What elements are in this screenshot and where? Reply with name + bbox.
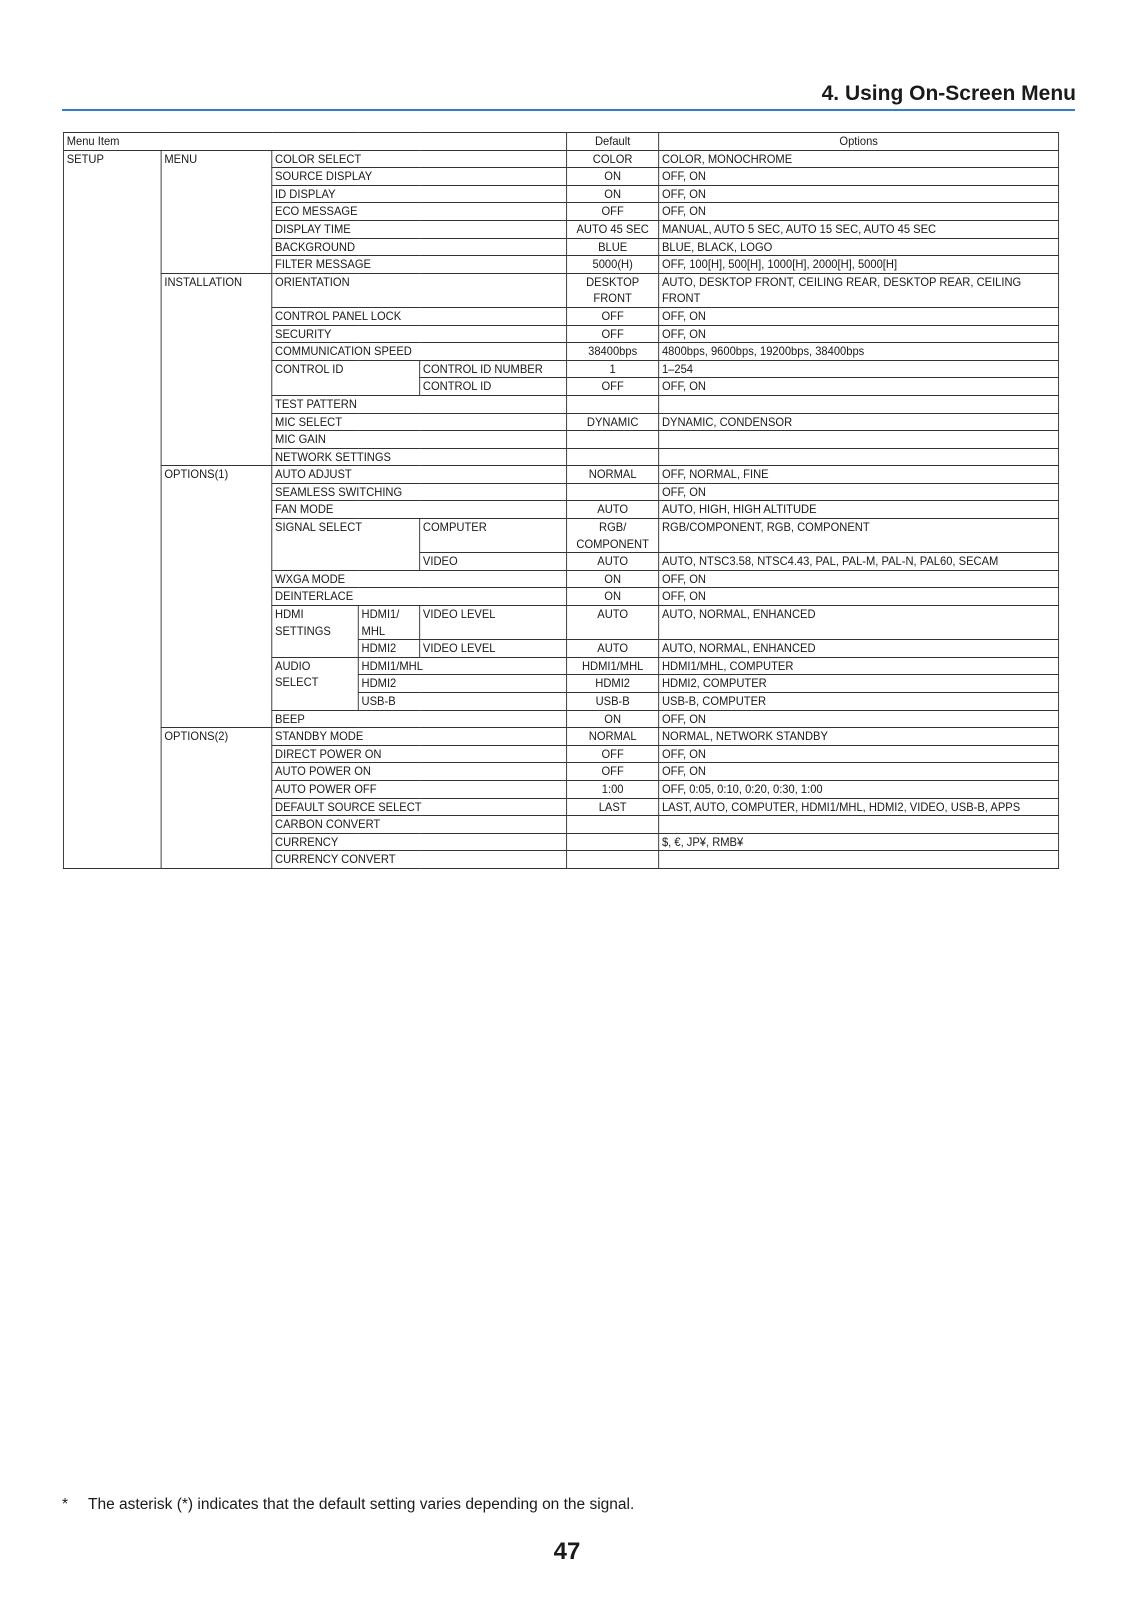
options-value: OFF, ON xyxy=(659,203,1059,221)
menu-table-body xyxy=(63,133,1058,869)
options-value: 1–254 xyxy=(659,360,1059,378)
default-value: ON xyxy=(567,710,659,728)
table-row xyxy=(63,466,1058,484)
options-value: OFF, ON xyxy=(659,763,1059,781)
default-value xyxy=(567,851,659,869)
header-options: Options xyxy=(659,133,1059,151)
menu-item-name: AUTO ADJUST xyxy=(272,466,567,484)
menu-item-name: ID DISPLAY xyxy=(272,185,567,203)
default-value: AUTO xyxy=(567,640,659,658)
menu-item-name: ECO MESSAGE xyxy=(272,203,567,221)
menu-subitem: HDMI1/ MHL xyxy=(358,606,419,640)
menu-item-name: DIRECT POWER ON xyxy=(272,745,567,763)
menu-item-name: COLOR SELECT xyxy=(272,150,567,168)
default-value: OFF xyxy=(567,203,659,221)
default-value: 5000(H) xyxy=(567,256,659,274)
options-value: RGB/COMPONENT, RGB, COMPONENT xyxy=(659,519,1059,553)
default-value: LAST xyxy=(567,798,659,816)
default-value: OFF xyxy=(567,763,659,781)
menu-item-name: SECURITY xyxy=(272,325,567,343)
default-value: COLOR xyxy=(567,150,659,168)
menu-item-name: CARBON CONVERT xyxy=(272,816,567,834)
table-row xyxy=(63,150,1058,168)
options-value xyxy=(659,816,1059,834)
default-value: 1 xyxy=(567,360,659,378)
menu-subitem-detail: VIDEO LEVEL xyxy=(420,640,567,658)
default-value xyxy=(567,483,659,501)
menu-item-name: BEEP xyxy=(272,710,567,728)
menu-item-name: DISPLAY TIME xyxy=(272,220,567,238)
options-value: OFF, ON xyxy=(659,325,1059,343)
menu-table xyxy=(63,132,1059,869)
options-value: HDMI1/MHL, COMPUTER xyxy=(659,657,1059,675)
default-value: AUTO 45 SEC xyxy=(567,220,659,238)
default-value: ON xyxy=(567,570,659,588)
default-value: HDMI1/MHL xyxy=(567,657,659,675)
menu-item-name: HDMI SETTINGS xyxy=(272,606,358,658)
options-value xyxy=(659,431,1059,449)
table-header-row xyxy=(63,133,1058,151)
menu-item-name: MIC SELECT xyxy=(272,413,567,431)
table-row xyxy=(63,728,1058,746)
default-value: HDMI2 xyxy=(567,675,659,693)
options-value: AUTO, NORMAL, ENHANCED xyxy=(659,640,1059,658)
options-value: OFF, 0:05, 0:10, 0:20, 0:30, 1:00 xyxy=(659,780,1059,798)
menu-item-name: AUDIO SELECT xyxy=(272,657,358,710)
menu-item-name: STANDBY MODE xyxy=(272,728,567,746)
table-row xyxy=(63,273,1058,307)
options-value: AUTO, DESKTOP FRONT, CEILING REAR, DESKTOP REAR, CEILING FRONT xyxy=(659,273,1059,307)
page-number: 47 xyxy=(553,1538,581,1565)
menu-subitem-detail: VIDEO xyxy=(420,553,567,571)
menu-item-name: CONTROL ID xyxy=(272,360,420,395)
menu-item-name: FAN MODE xyxy=(272,501,567,519)
options-value: OFF, ON xyxy=(659,588,1059,606)
header-menu-item: Menu Item xyxy=(63,133,566,151)
menu-item-name: TEST PATTERN xyxy=(272,395,567,413)
default-value xyxy=(567,395,659,413)
menu-item-name: DEINTERLACE xyxy=(272,588,567,606)
options-value: AUTO, HIGH, HIGH ALTITUDE xyxy=(659,501,1059,519)
default-value: ON xyxy=(567,185,659,203)
options-value: COLOR, MONOCHROME xyxy=(659,150,1059,168)
default-value: 1:00 xyxy=(567,780,659,798)
default-value: OFF xyxy=(567,325,659,343)
options-value: OFF, ON xyxy=(659,745,1059,763)
default-value xyxy=(567,431,659,449)
default-value: ON xyxy=(567,168,659,186)
default-value: AUTO xyxy=(567,553,659,571)
menu-subitem-detail: CONTROL ID NUMBER xyxy=(420,360,567,378)
options-value: OFF, ON xyxy=(659,378,1059,396)
default-value xyxy=(567,816,659,834)
menu-item-name: BACKGROUND xyxy=(272,238,567,256)
menu-item-name: SOURCE DISPLAY xyxy=(272,168,567,186)
menu-item-name: ORIENTATION xyxy=(272,273,567,307)
default-value: USB-B xyxy=(567,693,659,711)
header-rule xyxy=(62,109,1075,111)
menu-level-1: SETUP xyxy=(63,150,161,868)
default-value: BLUE xyxy=(567,238,659,256)
menu-subitem-detail: COMPUTER xyxy=(420,519,567,553)
menu-level-2: INSTALLATION xyxy=(161,273,272,466)
menu-item-name: AUTO POWER ON xyxy=(272,763,567,781)
menu-level-2: OPTIONS(2) xyxy=(161,728,272,869)
default-value: RGB/ COMPONENT xyxy=(567,519,659,553)
default-value: 38400bps xyxy=(567,343,659,361)
default-value: ON xyxy=(567,588,659,606)
options-value: USB-B, COMPUTER xyxy=(659,693,1059,711)
menu-subitem-detail: CONTROL ID xyxy=(420,378,567,396)
menu-subitem: HDMI1/MHL xyxy=(358,657,566,675)
options-value: OFF, ON xyxy=(659,570,1059,588)
options-value: $, €, JP¥, RMB¥ xyxy=(659,833,1059,851)
options-value: NORMAL, NETWORK STANDBY xyxy=(659,728,1059,746)
options-value: HDMI2, COMPUTER xyxy=(659,675,1059,693)
footnote-text: The asterisk (*) indicates that the default setting varies depending on the signal. xyxy=(88,1496,635,1513)
menu-item-name: WXGA MODE xyxy=(272,570,567,588)
options-value: LAST, AUTO, COMPUTER, HDMI1/MHL, HDMI2, VIDEO, USB-B, APPS xyxy=(659,798,1059,816)
footnote-marker: * xyxy=(62,1496,69,1513)
options-value: AUTO, NTSC3.58, NTSC4.43, PAL, PAL-M, PAL-N, PAL60, SECAM xyxy=(659,553,1059,571)
default-value: OFF xyxy=(567,378,659,396)
options-value: OFF, 100[H], 500[H], 1000[H], 2000[H], 5000[H] xyxy=(659,256,1059,274)
page-title: 4. Using On-Screen Menu xyxy=(821,82,1076,105)
options-value: OFF, ON xyxy=(659,710,1059,728)
options-value: DYNAMIC, CONDENSOR xyxy=(659,413,1059,431)
options-value xyxy=(659,851,1059,869)
menu-item-name: CURRENCY xyxy=(272,833,567,851)
menu-level-2: MENU xyxy=(161,150,272,273)
default-value: OFF xyxy=(567,745,659,763)
header-default: Default xyxy=(567,133,659,151)
menu-subitem: HDMI2 xyxy=(358,675,566,693)
options-value xyxy=(659,448,1059,466)
menu-item-name: COMMUNICATION SPEED xyxy=(272,343,567,361)
menu-item-name: FILTER MESSAGE xyxy=(272,256,567,274)
default-value: NORMAL xyxy=(567,728,659,746)
menu-subitem: USB-B xyxy=(358,693,566,711)
menu-level-2: OPTIONS(1) xyxy=(161,466,272,728)
default-value xyxy=(567,833,659,851)
default-value: DESKTOP FRONT xyxy=(567,273,659,307)
menu-item-name: AUTO POWER OFF xyxy=(272,780,567,798)
menu-item-name: CONTROL PANEL LOCK xyxy=(272,307,567,325)
default-value: OFF xyxy=(567,307,659,325)
menu-item-name: CURRENCY CONVERT xyxy=(272,851,567,869)
options-value: OFF, ON xyxy=(659,483,1059,501)
footnote xyxy=(62,1496,634,1514)
menu-subitem: HDMI2 xyxy=(358,640,419,658)
options-value: OFF, NORMAL, FINE xyxy=(659,466,1059,484)
menu-subitem-detail: VIDEO LEVEL xyxy=(420,606,567,640)
default-value: NORMAL xyxy=(567,466,659,484)
options-value: AUTO, NORMAL, ENHANCED xyxy=(659,606,1059,640)
menu-item-name: MIC GAIN xyxy=(272,431,567,449)
menu-item-name: SIGNAL SELECT xyxy=(272,519,420,571)
options-value: OFF, ON xyxy=(659,185,1059,203)
options-value: MANUAL, AUTO 5 SEC, AUTO 15 SEC, AUTO 45 SEC xyxy=(659,220,1059,238)
default-value: AUTO xyxy=(567,501,659,519)
options-value: 4800bps, 9600bps, 19200bps, 38400bps xyxy=(659,343,1059,361)
default-value: DYNAMIC xyxy=(567,413,659,431)
default-value xyxy=(567,448,659,466)
menu-item-name: DEFAULT SOURCE SELECT xyxy=(272,798,567,816)
menu-item-name: NETWORK SETTINGS xyxy=(272,448,567,466)
options-value xyxy=(659,395,1059,413)
menu-item-name: SEAMLESS SWITCHING xyxy=(272,483,567,501)
options-value: OFF, ON xyxy=(659,168,1059,186)
options-value: OFF, ON xyxy=(659,307,1059,325)
default-value: AUTO xyxy=(567,606,659,640)
options-value: BLUE, BLACK, LOGO xyxy=(659,238,1059,256)
